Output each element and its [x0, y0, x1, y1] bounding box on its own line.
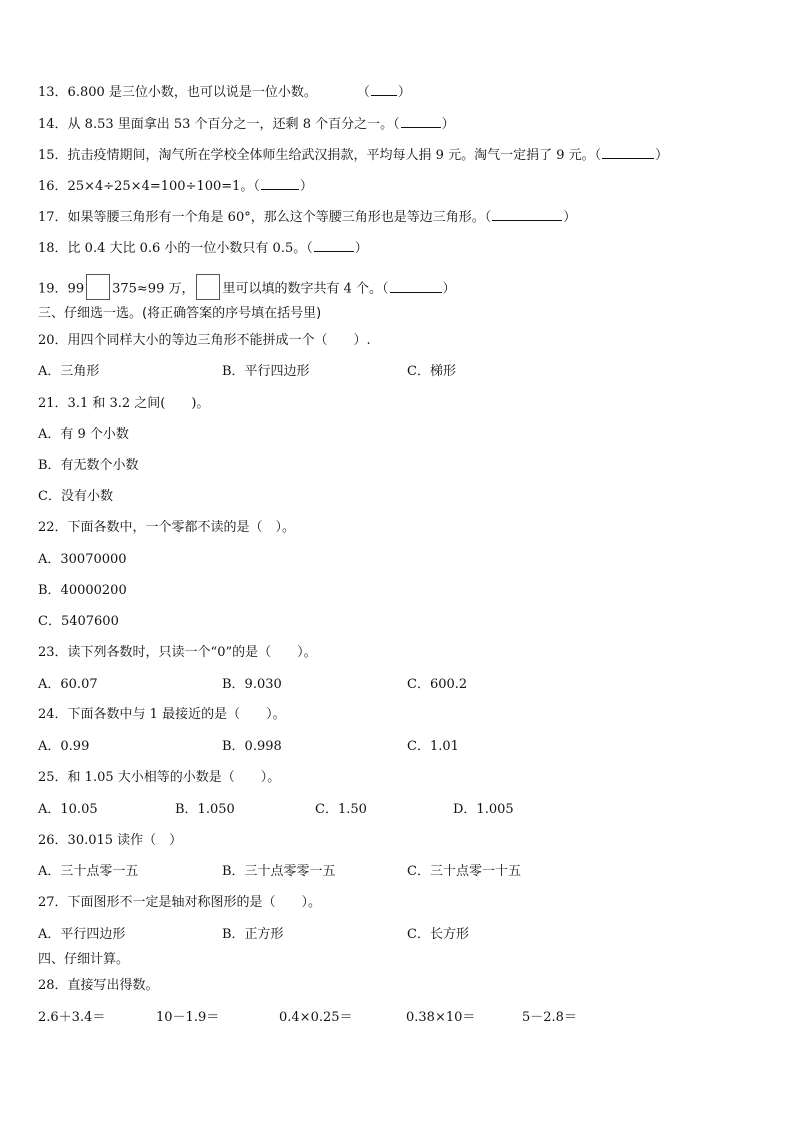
question-14 [38, 115, 455, 133]
question-14-text: 14．从 8.53 里面拿出 53 个百分之一，还剩 8 个百分之一。（ [38, 117, 400, 132]
question-15 [38, 146, 668, 164]
section-3-heading: 三、仔细选一选。(将正确答案的序号填在括号里) [38, 306, 322, 321]
question-13-open-paren: （ [356, 85, 370, 100]
expression-2: 10－1.9＝ [156, 1010, 220, 1025]
question-28-stem: 28．直接写出得数。 [38, 978, 159, 993]
question-24-stem: 24．下面各数中与 1 最接近的是（ ）。 [38, 707, 286, 722]
question-13 [38, 83, 411, 101]
answer-blank-15[interactable] [602, 146, 654, 159]
question-24-option-a[interactable]: A．0.99 [38, 739, 90, 754]
question-22-stem: 22．下面各数中，一个零都不读的是（ ）。 [38, 520, 296, 535]
question-23-stem: 23．读下列各数时，只读一个“0”的是（ ）。 [38, 645, 317, 660]
question-17-close-paren: ） [563, 210, 577, 225]
question-24-option-c[interactable]: C．1.01 [407, 739, 459, 754]
question-20-option-b[interactable]: B．平行四边形 [222, 364, 310, 379]
question-15-close-paren: ） [655, 148, 669, 163]
question-13-close-paren: ） [397, 85, 411, 100]
digit-box-1[interactable] [86, 274, 110, 300]
question-27-option-c[interactable]: C．长方形 [407, 927, 469, 942]
question-22-option-b[interactable]: B．40000200 [38, 583, 127, 598]
digit-box-2[interactable] [196, 274, 220, 300]
question-14-close-paren: ） [441, 117, 455, 132]
question-26-option-b[interactable]: B．三十点零零一五 [222, 864, 336, 879]
question-16 [38, 177, 313, 195]
question-20-option-c[interactable]: C．梯形 [407, 364, 456, 379]
question-27-stem: 27．下面图形不一定是轴对称图形的是（ ）。 [38, 895, 322, 910]
question-20-option-a[interactable]: A．三角形 [38, 364, 100, 379]
question-25-option-d[interactable]: D．1.005 [453, 802, 514, 817]
question-19-part3: 里可以填的数字共有 4 个。（ [222, 281, 389, 297]
question-18-text: 18．比 0.4 大比 0.6 小的一位小数只有 0.5。（ [38, 241, 313, 256]
question-25-option-c[interactable]: C．1.50 [315, 802, 367, 817]
question-25-option-b[interactable]: B．1.050 [175, 802, 235, 817]
question-21-option-b[interactable]: B．有无数个小数 [38, 458, 139, 473]
question-19-part2: 375≈99 万， [112, 281, 195, 297]
question-25-option-a[interactable]: A．10.05 [38, 802, 98, 817]
question-18-close-paren: ） [354, 241, 368, 256]
question-19-close-paren: ） [442, 281, 456, 297]
question-27-option-b[interactable]: B．正方形 [222, 927, 284, 942]
expression-1: 2.6＋3.4＝ [38, 1010, 106, 1025]
question-27-option-a[interactable]: A．平行四边形 [38, 927, 126, 942]
question-16-close-paren: ） [299, 179, 313, 194]
answer-blank-14[interactable] [401, 115, 441, 128]
question-25-stem: 25．和 1.05 大小相等的小数是（ ）。 [38, 770, 281, 785]
question-20-stem: 20．用四个同样大小的等边三角形不能拼成一个（ ）. [38, 333, 371, 348]
question-21-stem: 21．3.1 和 3.2 之间( )。 [38, 396, 210, 411]
question-17 [38, 208, 576, 226]
expression-4: 0.38×10＝ [406, 1010, 476, 1025]
question-23-option-b[interactable]: B．9.030 [222, 677, 282, 692]
question-16-text: 16．25×4÷25×4=100÷100=1。（ [38, 179, 260, 194]
question-17-text: 17．如果等腰三角形有一个角是 60°，那么这个等腰三角形也是等边三角形。（ [38, 210, 492, 225]
question-18 [38, 239, 368, 257]
question-13-text: 13．6.800 是三位小数，也可以说是一位小数。 [38, 85, 317, 100]
question-22-option-a[interactable]: A．30070000 [38, 552, 127, 567]
question-21-option-a[interactable]: A．有 9 个小数 [38, 427, 129, 442]
answer-blank-13[interactable] [371, 83, 397, 96]
question-24-option-b[interactable]: B．0.998 [222, 739, 282, 754]
question-21-option-c[interactable]: C．没有小数 [38, 489, 113, 504]
answer-blank-19[interactable] [390, 280, 442, 293]
expression-3: 0.4×0.25＝ [279, 1010, 353, 1025]
question-26-option-a[interactable]: A．三十点零一五 [38, 864, 139, 879]
question-23-option-c[interactable]: C．600.2 [407, 677, 468, 692]
answer-blank-16[interactable] [261, 177, 299, 190]
question-19-part1: 19．99 [38, 281, 85, 297]
question-26-stem: 26．30.015 读作（ ） [38, 833, 183, 848]
question-23-option-a[interactable]: A．60.07 [38, 677, 98, 692]
question-15-text: 15．抗击疫情期间，淘气所在学校全体师生给武汉捐款，平均每人捐 9 元。淘气一定捐了 9 元。（ [38, 148, 602, 163]
question-22-option-c[interactable]: C．5407600 [38, 614, 119, 629]
answer-blank-18[interactable] [314, 239, 354, 252]
expression-5: 5－2.8＝ [522, 1010, 577, 1025]
question-19 [38, 276, 456, 302]
answer-blank-17[interactable] [492, 208, 562, 221]
section-4-heading: 四、仔细计算。 [38, 952, 130, 967]
question-26-option-c[interactable]: C．三十点零一十五 [407, 864, 521, 879]
